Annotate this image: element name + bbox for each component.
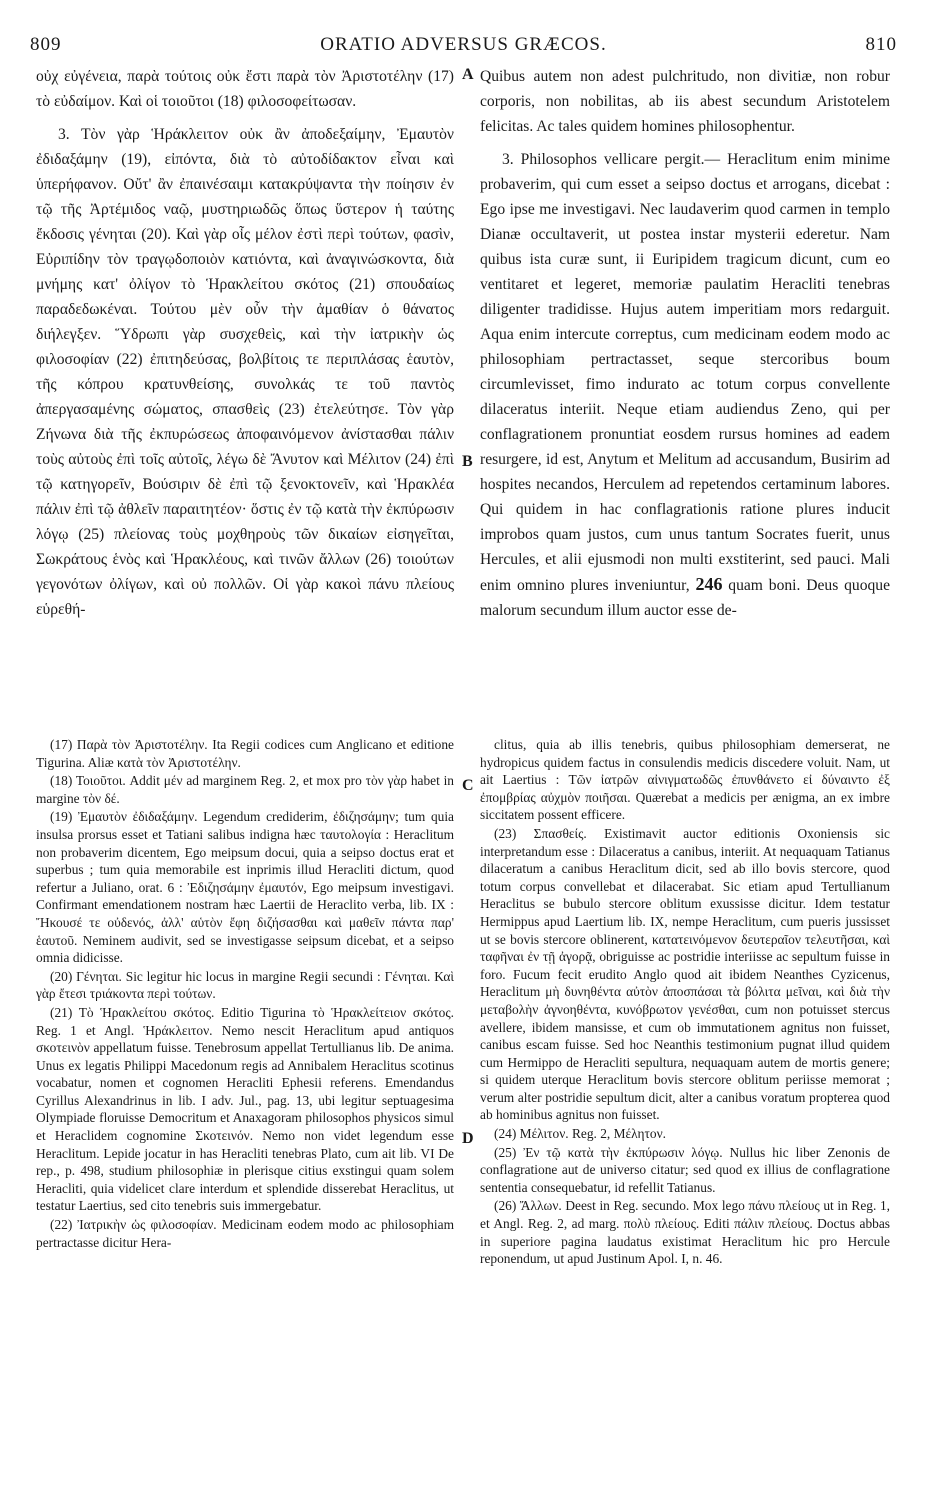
footnotes-right-column	[480, 736, 890, 1496]
footnote: (20) Γένηται. Sic legitur hic locus in margine Regii secundi : Γένηται. Καὶ γὰρ ἔτεσι τριάκοντα περὶ τούτων.	[36, 968, 454, 1002]
footnote: (22) Ἰατρικὴν ὡς φιλοσοφίαν. Medicinam eodem modo ac philosophiam pertractasse dicitur Hera-	[36, 1217, 454, 1250]
footnote: (17) Παρὰ τὸν Ἀριστοτέλην. Ita Regii codices cum Anglicano et editione Tigurina. Aliæ κατὰ τὸν Ἀριστοτέλην.	[36, 737, 454, 770]
footnote: (24) Μέλιτον. Reg. 2, Μέλητον.	[494, 1126, 666, 1142]
section-marker-b: B	[462, 453, 473, 470]
section-marker-c: C	[462, 777, 474, 794]
footnote: (19) Ἐμαυτὸν ἐδιδαξάμην. Legendum crediderim, ἐδιζησάμην; tum quia insulsa prorsus esset et Tatiani salibus indigna hæc ταυτολογία : Heraclitum non probaverim dicentem, Ego meipsum docui, quia a seipso doctus erat et superbus ; tum quia memorabile est inprimis illud Heracliti dictum, quod refertur a Juliano, orat. 6 : Ἐδιζησάμην ἐμαυτόν, Ego meipsum investigavi. Confirmant emendationem nostram hæc Laertii de Heraclito verba, lib. IX : Ἤκουσέ τε οὐδενός, ἀλλ' αὑτὸν ἔφη διζήσασθαι καὶ μαθεῖν πάντα παρ' ἑαυτοῦ. Neminem audivit, sed se investigasse seipsum dicebat, et a seipso omnia didicisse.	[36, 809, 454, 966]
right-page-number: 810	[865, 34, 897, 55]
left-page-number: 809	[30, 34, 62, 55]
section-marker-d: D	[462, 1130, 474, 1147]
latin-paragraph-text: quam boni. Deus quoque malorum secundum illum auctor esse de-	[480, 577, 890, 619]
greek-text-column	[36, 64, 454, 724]
section-marker-a: A	[462, 66, 474, 83]
footnote: (25) Ἐν τῷ κατὰ τὴν ἐκπύρωσιν λόγῳ. Nullus hic liber Zenonis de conflagratione aut de universo citatur; sed quod ex illius de conflagratione sententia consequebatur, id refellit Tatianus.	[480, 1144, 890, 1195]
latin-paragraph	[480, 147, 890, 623]
page-header	[30, 34, 897, 58]
footnote: (23) Σπασθείς. Existimavit auctor editionis Oxoniensis sic interpretandum esse : Dilaceratus a canibus, interiit. At nequaquam Tatianus dilaceratum a canibus Heraclitum dicit, sed ab illo bovis stercore, quod totum corpus convellebat et dilacerabat. Sic etiam apud Tertullianum Heraclitus se bubulo stercore oblitum exussisse dicitur. Idem testatur Hermippus apud Laertium lib. IX, nempe Heraclitum, cum pueris jussisset ut se bovis stercore oblinerent, κατατεινόμενον δευτεραῖον τελευτῆσαι, καὶ ταφῆναι ἐν τῇ ἀγορᾷ, obriguisse ac postridie interiisse ac sepultum fuisse in foro. Fucum fecit erudito Anglo quod ait ibidem Neanthes Cyzicenus, Heraclitum μὴ δυνηθέντα αὐτὸν ἀποσπάσαι τὰ βόλιτα μεῖναι, καὶ διὰ τὴν μεταβολὴν ἀγνοηθέντα, κυνόβρωτον γενέσθαι, cum non potuisset stercus avellere, ibidem mansisse, et cum ob immutationem agnitus non fuisset, canibus escam fuisse. Sed hoc Neanthis testimonium pugnat illud quidem cum Hermippo de Heracliti sepultura, nequaquam autem de mortis genere; si quidem uterque Heraclitum bovis stercore oblitum periisse memorat ; verum alter postridie sepultum dicit, alter a canibus voratum propterea quod ab hominibus agnitus non fuisset.	[480, 825, 890, 1123]
footnotes-left-column	[36, 736, 454, 1496]
greek-paragraph: οὐχ εὐγένεια, παρὰ τούτοις οὐκ ἔστι παρὰ τὸν Ἀριστοτέλην (17) τὸ εὐδαίμον. Καὶ οἱ τοιοῦτοι (18) φιλοσοφείτωσαν.	[36, 68, 454, 110]
footnote: (18) Τοιοῦτοι. Addit μέν ad marginem Reg. 2, et mox pro τὸν γὰρ habet in margine τὸν δέ.	[36, 773, 454, 806]
greek-paragraph: 3. Τὸν γὰρ Ἡράκλειτον οὐκ ἂν ἀποδεξαίμην, Ἐμαυτὸν ἐδιδαξάμην (19), εἰπόντα, διὰ τὸ αὐτοδίδακτον εἶναι καὶ ὑπερήφανον. Οὔτ' ἂν ἐπαινέσαιμι κατακρύψαντα τὴν ποίησιν ἐν τῷ τῆς Ἀρτέμιδος ναῷ, μυστηριωδῶς ὅπως ὕστερον ἡ ταύτης ἔκδοσις γένηται (20). Καὶ γὰρ οἷς μέλον ἐστὶ περὶ τούτων, φασὶν, Εὐριπίδην τὸν τραγῳδοποιὸν κατιόντα, καὶ ἀναγινώσκοντα, διὰ μνήμης κατ' ὀλίγον τὸ Ἡρακλείτου σκότος (21) σπουδαίως παραδεδωκέναι. Τούτου μὲν οὖν τὴν ἀμαθίαν ὁ θάνατος διήλεγξεν. Ὕδρωπι γὰρ συσχεθεὶς, καὶ τὴν ἰατρικὴν ὡς φιλοσοφίαν (22) ἐπιτηδεύσας, βολβίτοις τε περιπλάσας ἑαυτὸν, τῆς κόπρου κρατυνθείσης, συνολκάς τε τοῦ παντὸς ἀπεργασαμένης σώματος, σπασθεὶς (23) ἐτελεύτησε. Τὸν γὰρ Ζήνωνα διὰ τῆς ἐκπυρώσεως ἀποφαινόμενον ἀνίστασθαι πάλιν τοὺς αὐτοὺς ἐπὶ τοῖς αὐτοῖς, λέγω δὲ Ἄνυτον καὶ Μέλιτον (24) ἐπὶ τῷ κατηγορεῖν, Βούσιριν δὲ ἐπὶ τῷ ξενοκτονεῖν, καὶ Ἡρακλέα πάλιν ἐπὶ τῷ ἀθλεῖν παραιτητέον· ὅστις ἐν τῷ κατὰ τὴν ἐκπύρωσιν λόγῳ (25) πλείονας τοὺς μοχθηροὺς τῶν δικαίων εἰσηγεῖται, Σωκράτους ἑνὸς καὶ Ἡρακλέους, καὶ τινῶν ἄλλων (26) τοιούτων γεγονότων ὀλίγων, καὶ οὐ πολλῶν. Οἱ γὰρ κακοὶ πάνυ πλείους εὑρεθή-	[36, 126, 454, 618]
footnote: (26) Ἄλλων. Deest in Reg. secundo. Mox lego πάνυ πλείους ut in Reg. 1, et Angl. Reg. 2, ad marg. πολὺ πλείους. Editi πάλιν πλείους. Doctus abbas in superiore pagina laudatus existimat Heraclitum hic pro Hercule reponendum, ut apud Justinum Apol. I, n. 46.	[480, 1198, 890, 1267]
latin-text-column	[480, 64, 890, 724]
footnote: (21) Τὸ Ἡρακλείτου σκότος. Editio Tigurina τὸ Ἡρακλείτειον σκότος. Reg. 1 et Angl. Ἡράκλειτον. Nemo nescit Heraclitum apud antiquos σκοτεινὸν appellatum fuisse. Tenebrosum appellat Tertullianus lib. De anima. Unus ex legatis Philippi Macedonum regis ad Annibalem Heraclitus scotinus vocabatur, nomen et cognomen Heracliti Ephesii referens. Emendandus Cyrillus Alexandrinus in lib. I adv. Jul., pag. 13, ubi legitur septuagesima Olympiade floruisse Democritum et Anaxagoram philosophos physicos simul et Heraclidem cognomine Σκοτεινόν. Nemo non videt legendum esse Heraclitum. Lepide jocatur in has Heracliti tenebras Plato, cum ait lib. VI De rep., p. 498, studium philosophiæ in plerisque citius exstingui quam solem Heracliti, quia videlicet clare interdum et splendide disserebat Heraclitus, ut testatur Laertius, sed cito tenebris suis immergebatur.	[36, 1004, 454, 1214]
page-marker: 246	[695, 574, 723, 594]
footnote: clitus, quia ab illis tenebris, quibus philosophiam demerserat, ne hydropicus quidem factus in consulendis medicis discedere voluit. Nam, ut ait Laertius : Τῶν ἰατρῶν αἰνιγματωδῶς ἐπυνθάνετο εἰ δύναιντο ἐξ ἐπομβρίας αὐχμὸν ποιῆσαι. Quærebat a medicis per ænigma, an ex imbre siccitatem possent efficere.	[480, 737, 890, 823]
latin-paragraph-text: 3. Philosophos vellicare pergit.— Heraclitum enim minime probaverim, qui cum esset a seipso doctus et arrogans, dicebat : Ego ipse me investigavi. Nec laudaverim quod carmen in templo Dianæ occultaverit, ut postea instar mysterii ederetur. Nam quibus ista curæ sunt, ii Euripidem tragicum dicunt, cum eo ventitaret et legeret, memoriæ paulatim Heracliti tenebras diligenter tradidisse. Hujus autem imperitiam mors redarguit. Aqua enim intercute correptus, cum medicinam eodem modo ac philosophiam pertractasset, seque stercoribus boum circumlevisset, fimo indurato ac totum corpus convellente dilaceratus interiit. Neque etiam audiendus Zeno, qui per conflagrationem pronuntiat eosdem rursus homines ad eadem resurgere, id est, Anytum et Melitum ad accusandum, Busirim ad hospites necandos, Herculem ad repetendos certaminum labores. Qui quidem in hac conflagrationis ratione plures inducit improbos quam justos, cum unus tantum Socrates fuerit, unus Hercules, et alii ejusmodi non multi exstiterint, sed pauci. Mali enim omnino plures inveniuntur,	[480, 151, 890, 594]
running-title: ORATIO ADVERSUS GRÆCOS.	[320, 34, 607, 55]
latin-paragraph: Quibus autem non adest pulchritudo, non divitiæ, non robur corporis, non nobilitas, ab iis abest secundum Aristotelem felicitas. Ac tales quidem homines philosophentur.	[480, 68, 890, 135]
